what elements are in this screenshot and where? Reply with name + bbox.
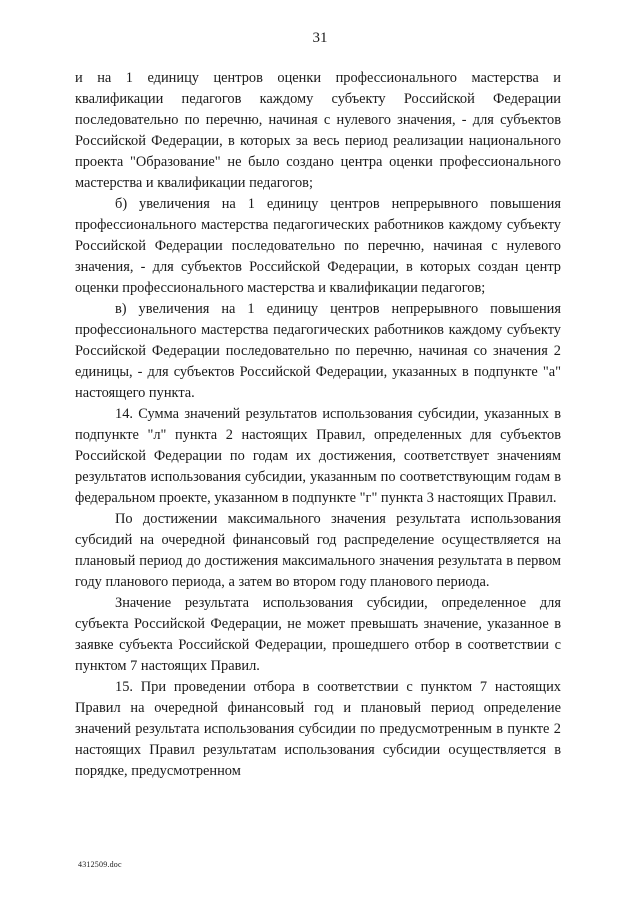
document-footer-filename: 4312509.doc xyxy=(78,860,122,869)
document-body xyxy=(75,68,561,782)
paragraph-result-limit: Значение результата использования субсидии, определенное для субъекта Российской Федерации, не может превышать значение, указанное в заявке субъекта Российской Федерации, прошедшего отбор в соответствии с пунктом 7 настоящих Правил. xyxy=(75,595,561,674)
paragraph-subitem-b: б) увеличения на 1 единицу центров непрерывного повышения профессионального мастерства педагогических работников каждому субъекту Российской Федерации последовательно по перечню, начиная с нулевого значения, - для субъектов Российской Федерации, в которых создан центр оценки профессионального мастерства и квалификации педагогов; xyxy=(75,196,561,296)
paragraph-item-14: 14. Сумма значений результатов использования субсидии, указанных в подпункте "л" пункта 2 настоящих Правил, определенных для субъектов Российской Федерации по годам их достижения, соответствует значениям результатов использования субсидии, указанным по соответствующим годам в федеральном проекте, указанном в подпункте "г" пункта 3 настоящих Правил. xyxy=(75,406,561,506)
paragraph-item-15: 15. При проведении отбора в соответствии с пунктом 7 настоящих Правил на очередной финансовый год и плановый период определение значений результата использования субсидии по предусмотренным в пункте 2 настоящих Правил результатам использования субсидии осуществляется в порядке, предусмотренном xyxy=(75,679,561,779)
paragraph-max-value: По достижении максимального значения результата использования субсидий на очередной финансовый год распределение осуществляется на плановый период до достижения максимального значения результата в первом году планового периода, а затем во втором году планового периода. xyxy=(75,511,561,590)
page-number: 31 xyxy=(312,30,328,46)
paragraph-continuation: и на 1 единицу центров оценки профессионального мастерства и квалификации педагогов каждому субъекту Российской Федерации последовательно по перечню, начиная с нулевого значения, - для субъектов Российской Федерации, в которых за весь период реализации национального проекта "Образование" не было создано центра оценки профессионального мастерства и квалификации педагогов; xyxy=(75,70,561,191)
paragraph-subitem-v: в) увеличения на 1 единицу центров непрерывного повышения профессионального мастерства педагогических работников каждому субъекту Российской Федерации последовательно по перечню, начиная со значения 2 единицы, - для субъектов Российской Федерации, указанных в подпункте "а" настоящего пункта. xyxy=(75,301,561,401)
